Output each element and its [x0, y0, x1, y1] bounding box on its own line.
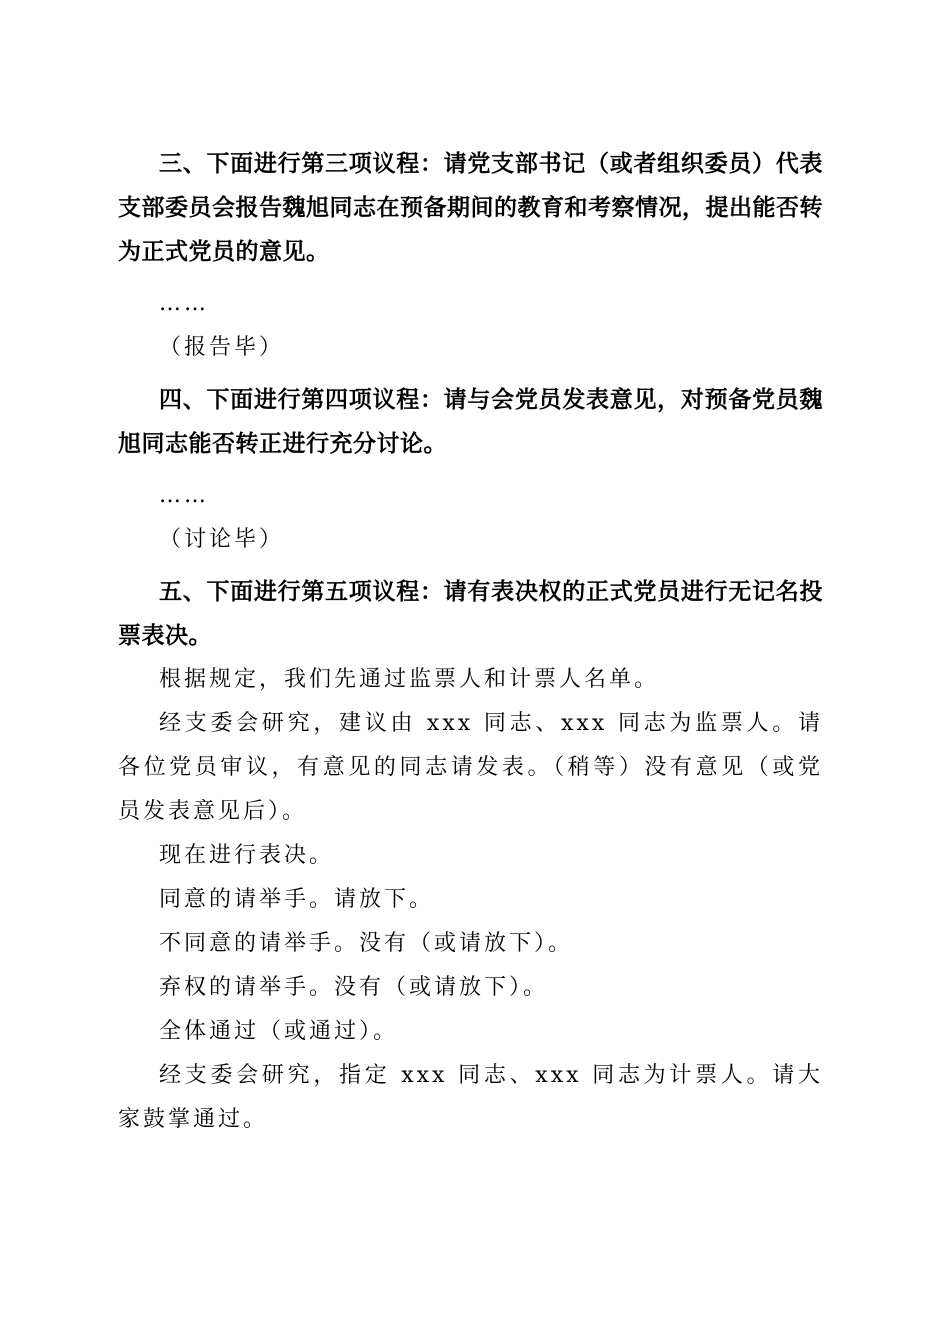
agenda-item-3: 三、下面进行第三项议程：请党支部书记（或者组织委员）代表支部委员会报告魏旭同志在预备期间的教育和考察情况，提出能否转为正式党员的意见。 — [118, 151, 823, 265]
body-paragraph: 同意的请举手。请放下。 — [159, 887, 435, 912]
agenda-item-4: 四、下面进行第四项议程：请与会党员发表意见，对预备党员魏旭同志能否转正进行充分讨论。 — [118, 387, 823, 457]
body-paragraph: 根据规定，我们先通过监票人和计票人名单。 — [159, 667, 660, 692]
agenda-item-5: 五、下面进行第五项议程：请有表决权的正式党员进行无记名投票表决。 — [118, 579, 823, 649]
body-paragraph: 经支委会研究，指定 xxx 同志、xxx 同志为计票人。请大家鼓掌通过。 — [118, 1063, 823, 1132]
ellipsis-1: …… — [159, 291, 209, 316]
ellipsis-2: …… — [159, 483, 209, 508]
report-end-note: （报告毕） — [159, 335, 285, 360]
document-page — [118, 142, 823, 1142]
body-paragraph: 全体通过（或通过）。 — [159, 1019, 399, 1044]
body-paragraph: 现在进行表决。 — [159, 843, 335, 868]
body-paragraph: 不同意的请举手。没有（或请放下）。 — [159, 931, 574, 956]
body-paragraph: 弃权的请举手。没有（或请放下）。 — [159, 975, 549, 1000]
discussion-end-note: （讨论毕） — [159, 527, 285, 552]
body-paragraph: 经支委会研究，建议由 xxx 同志、xxx 同志为监票人。请各位党员审议，有意见的同志请发表。（稍等）没有意见（或党员发表意见后）。 — [118, 711, 823, 824]
